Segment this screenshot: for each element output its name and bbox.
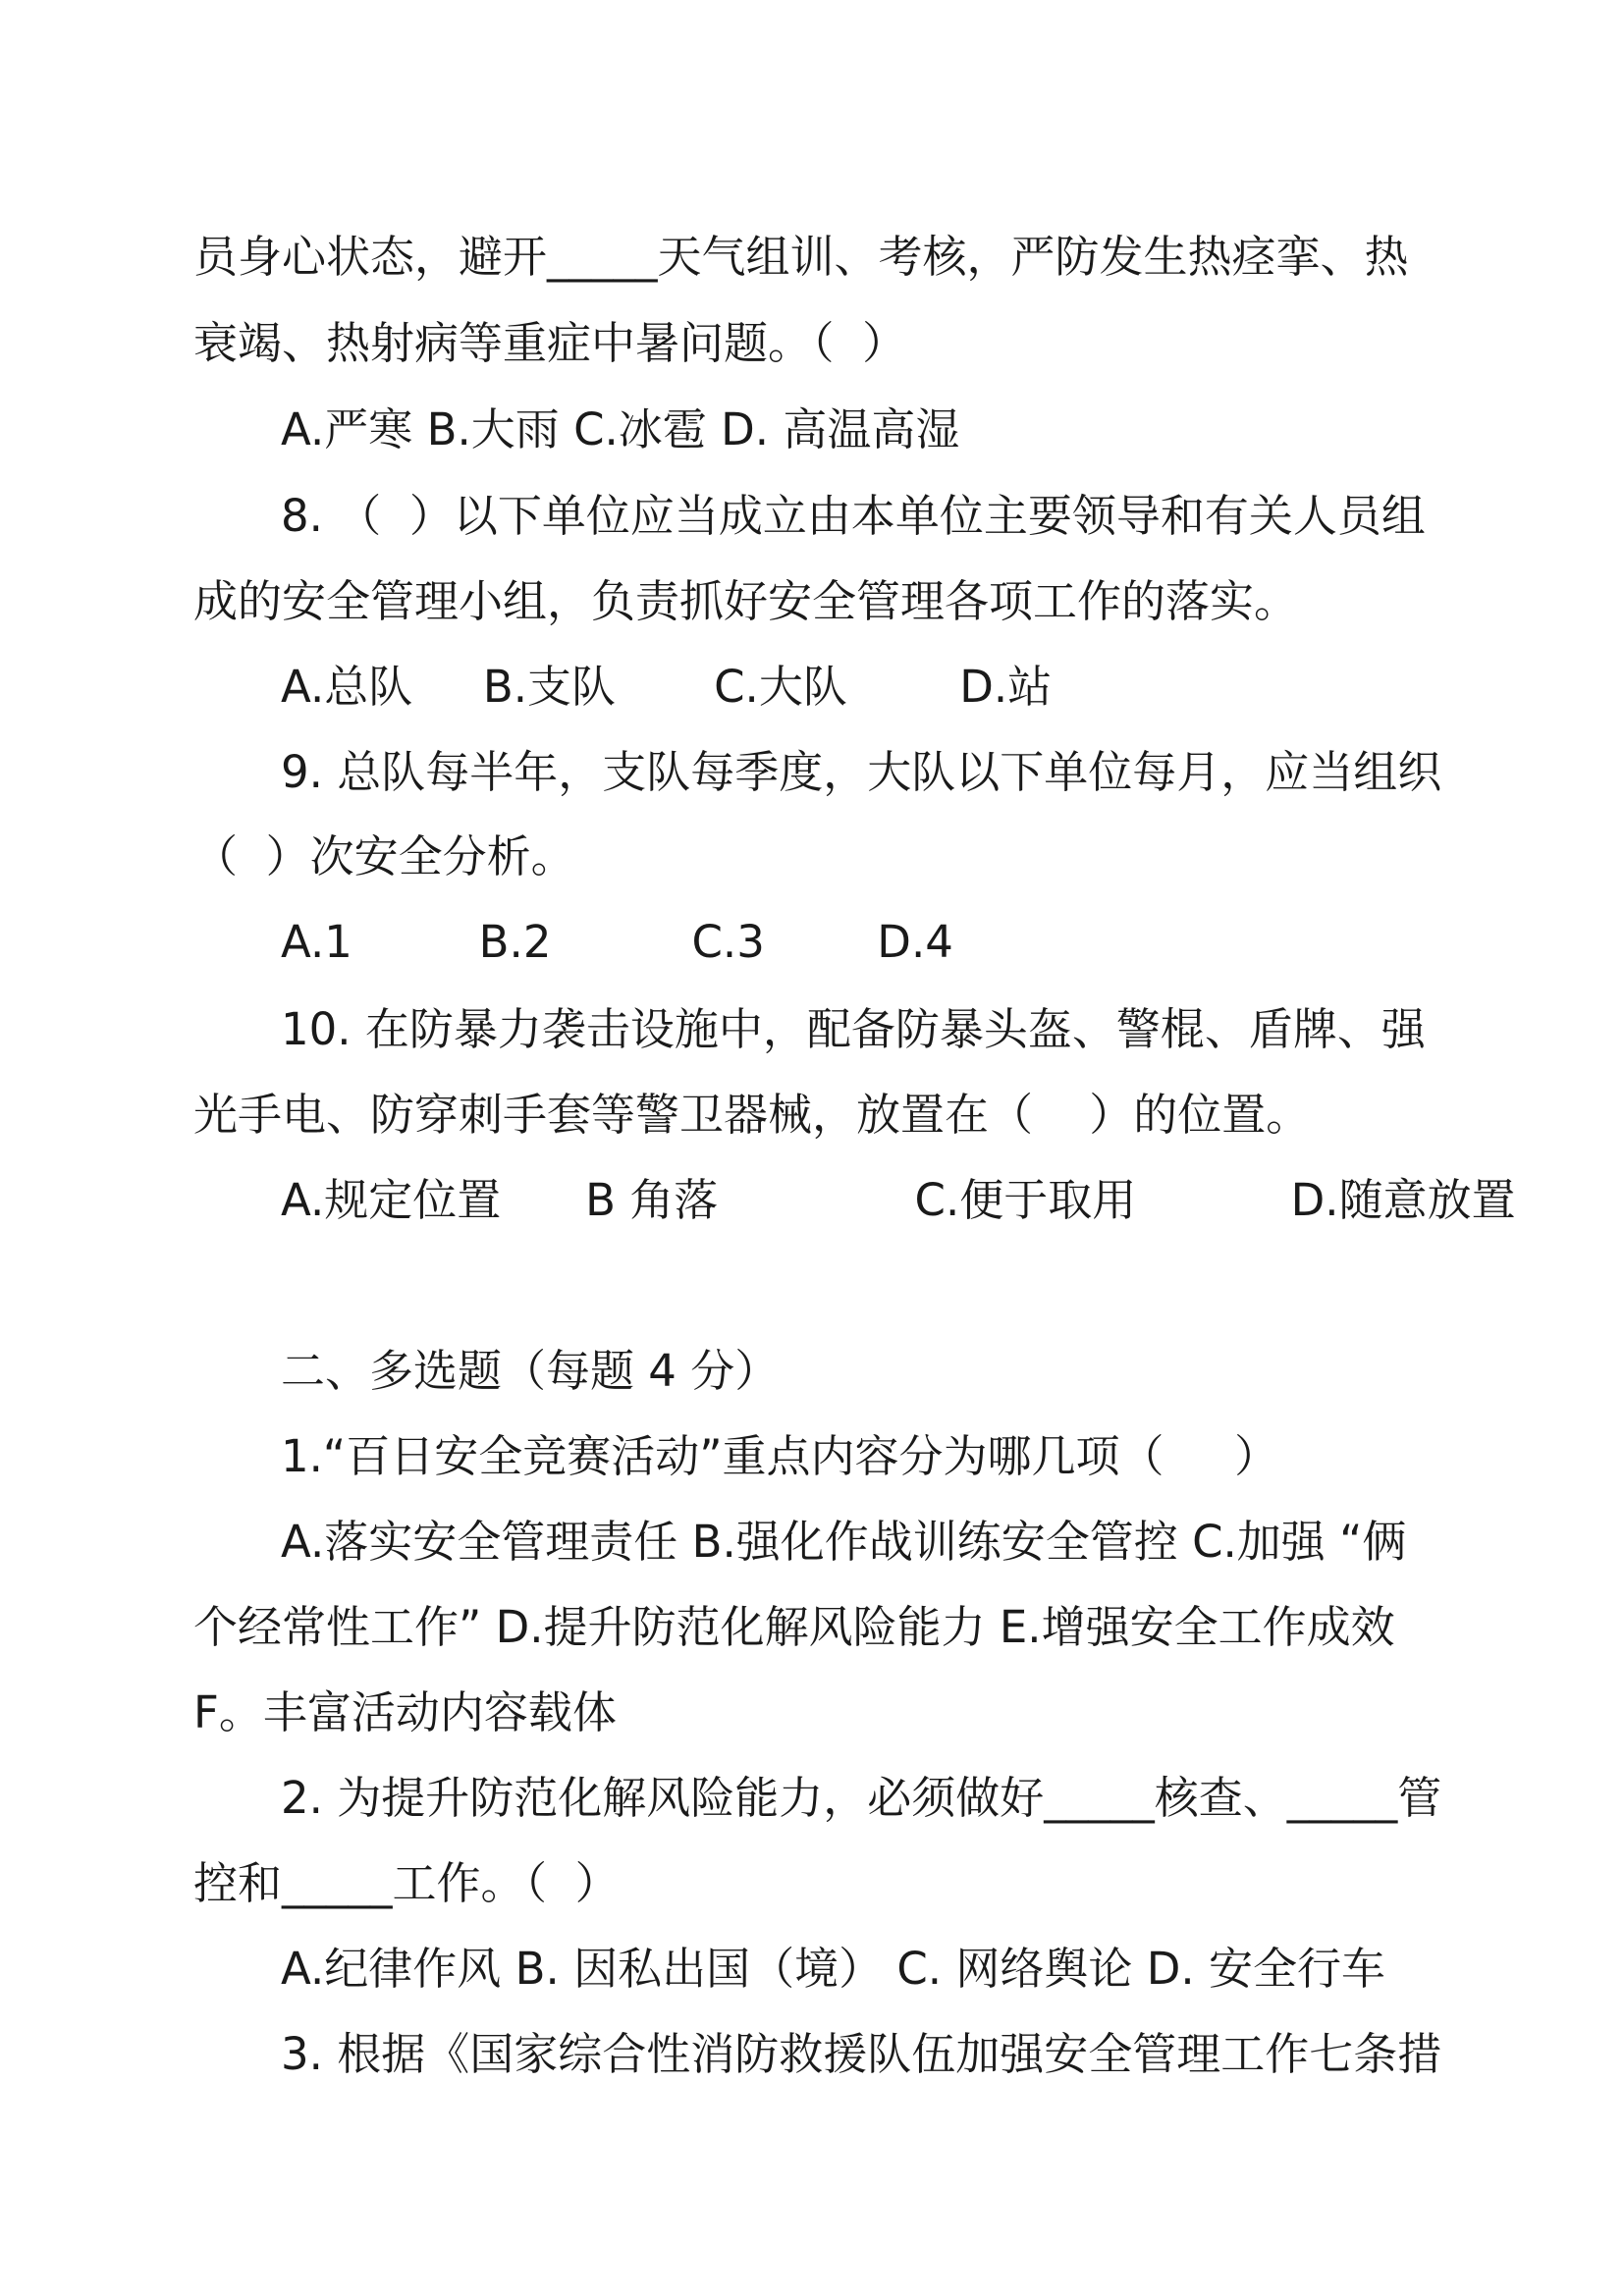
answer-options: A.落实安全管理责任 B.强化作战训练安全管控 C.加强 “俩 bbox=[281, 1516, 1407, 1568]
text-line: F。丰富活动内容载体 bbox=[193, 1686, 617, 1738]
answer-options: A.规定位置 B 角落 C.便于取用 D.随意放置 bbox=[281, 1174, 1516, 1226]
text-line: 控和_____工作。（ ） bbox=[193, 1857, 620, 1909]
question-text: 1.“百日安全竞赛活动”重点内容分为哪几项（ ） bbox=[281, 1430, 1279, 1482]
section-heading: 二、多选题（每题 4 分） bbox=[281, 1345, 780, 1397]
answer-options: A.纪律作风 B. 因私出国（境） C. 网络舆论 D. 安全行车 bbox=[281, 1943, 1385, 1995]
question-text: 8. （ ）以下单位应当成立由本单位主要领导和有关人员组 bbox=[281, 490, 1426, 542]
text-line: （ ）次安全分析。 bbox=[193, 830, 575, 882]
question-text: 2. 为提升防范化解风险能力，必须做好_____核查、_____管 bbox=[281, 1772, 1442, 1824]
question-text: 10. 在防暴力袭击设施中，配备防暴头盔、警棍、盾牌、强 bbox=[281, 1003, 1426, 1055]
text-line: 成的安全管理小组，负责抓好安全管理各项工作的落实。 bbox=[193, 575, 1299, 627]
text-line: 光手电、防穿刺手套等警卫器械，放置在（ ）的位置。 bbox=[193, 1089, 1311, 1141]
question-text: 9. 总队每半年，支队每季度，大队以下单位每月，应当组织 bbox=[281, 746, 1442, 798]
answer-options: A.1 B.2 C.3 D.4 bbox=[281, 916, 953, 968]
text-line: 衰竭、热射病等重症中暑问题。（ ） bbox=[193, 317, 907, 369]
answer-options: A.严寒 B.大雨 C.冰雹 D. 高温高湿 bbox=[281, 403, 960, 455]
text-line: 员身心状态，避开_____天气组训、考核，严防发生热痉挛、热 bbox=[193, 231, 1409, 283]
question-text: 3. 根据《国家综合性消防救援队伍加强安全管理工作七条措 bbox=[281, 2028, 1442, 2080]
answer-options: A.总队 B.支队 C.大队 D.站 bbox=[281, 661, 1053, 713]
text-line: 个经常性工作” D.提升防范化解风险能力 E.增强安全工作成效 bbox=[193, 1601, 1395, 1653]
